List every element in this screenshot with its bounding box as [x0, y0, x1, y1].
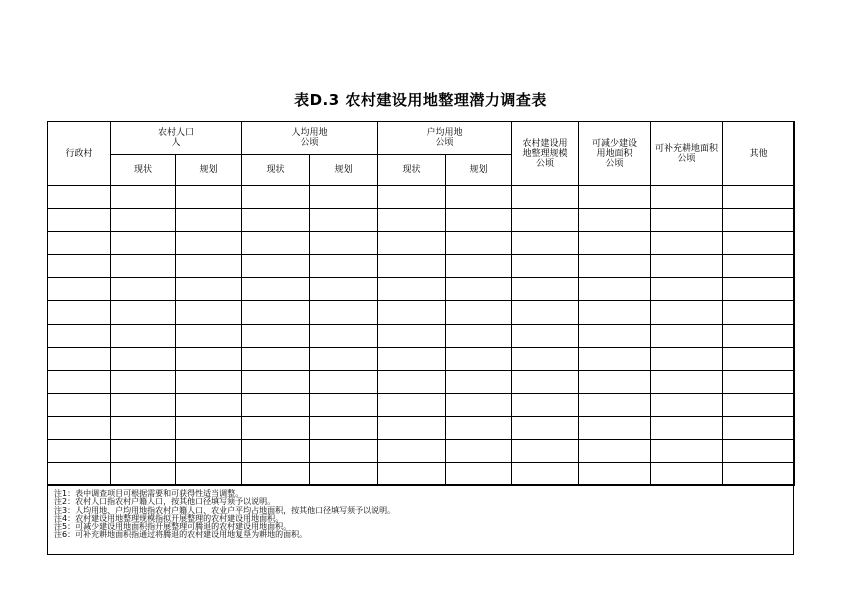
table-cell[interactable]	[242, 463, 310, 486]
table-cell[interactable]	[242, 301, 310, 324]
table-cell[interactable]	[579, 393, 651, 416]
table-cell[interactable]	[378, 209, 446, 232]
table-cell[interactable]	[48, 440, 111, 463]
table-cell[interactable]	[723, 278, 795, 301]
header-per-household-planned: 规划	[446, 155, 512, 186]
table-cell[interactable]	[579, 440, 651, 463]
table-cell[interactable]	[579, 278, 651, 301]
table-cell[interactable]	[111, 393, 176, 416]
table-cell[interactable]	[378, 463, 446, 486]
header-other: 其他	[723, 122, 795, 186]
table-cell[interactable]	[310, 416, 378, 439]
table-cell[interactable]	[176, 416, 242, 439]
table-cell[interactable]	[446, 393, 512, 416]
table-cell[interactable]	[310, 440, 378, 463]
table-cell[interactable]	[579, 463, 651, 486]
table-cell[interactable]	[651, 209, 723, 232]
table-cell[interactable]	[310, 186, 378, 209]
table-cell[interactable]	[723, 255, 795, 278]
table-cell[interactable]	[378, 440, 446, 463]
table-cell[interactable]	[242, 416, 310, 439]
table-cell[interactable]	[111, 278, 176, 301]
header-reducible-area: 可减少建设 用地面积 公顷	[579, 122, 651, 186]
table-cell[interactable]	[446, 255, 512, 278]
table-cell[interactable]	[651, 324, 723, 347]
header-supplementary-area: 可补充耕地面积 公顷	[651, 122, 723, 186]
table-cell[interactable]	[111, 255, 176, 278]
table-cell[interactable]	[176, 440, 242, 463]
table-cell[interactable]	[723, 209, 795, 232]
table-cell[interactable]	[446, 301, 512, 324]
table-cell[interactable]	[446, 324, 512, 347]
table-cell[interactable]	[446, 278, 512, 301]
table-cell[interactable]	[111, 463, 176, 486]
table-cell[interactable]	[723, 324, 795, 347]
table-cell[interactable]	[512, 209, 579, 232]
table-row	[48, 232, 795, 255]
table-cell[interactable]	[378, 301, 446, 324]
table-cell[interactable]	[111, 301, 176, 324]
table-cell[interactable]	[579, 324, 651, 347]
table-cell[interactable]	[446, 463, 512, 486]
table-cell[interactable]	[242, 440, 310, 463]
table-cell[interactable]	[446, 347, 512, 370]
table-row	[48, 278, 795, 301]
table-cell[interactable]	[111, 347, 176, 370]
table-row	[48, 186, 795, 209]
table-cell[interactable]	[111, 416, 176, 439]
table-cell[interactable]	[579, 416, 651, 439]
table-cell[interactable]	[651, 347, 723, 370]
note-4: 注4：农村建设用地整理规模指拟开展整理的农村建设用地面积。	[54, 513, 284, 523]
header-per-capita-planned: 规划	[310, 155, 378, 186]
table-row	[48, 347, 795, 370]
table-cell[interactable]	[723, 463, 795, 486]
table-cell[interactable]	[579, 255, 651, 278]
table-cell[interactable]	[242, 232, 310, 255]
table-cell[interactable]	[176, 370, 242, 393]
table-cell[interactable]	[446, 186, 512, 209]
survey-table	[47, 121, 795, 486]
table-cell[interactable]	[651, 278, 723, 301]
table-cell[interactable]	[378, 255, 446, 278]
table-cell[interactable]	[242, 347, 310, 370]
header-per-household: 户均用地 公顷	[378, 122, 512, 155]
table-cell[interactable]	[176, 393, 242, 416]
table-cell[interactable]	[48, 186, 111, 209]
table-cell[interactable]	[651, 186, 723, 209]
table-cell[interactable]	[579, 209, 651, 232]
table-cell[interactable]	[512, 347, 579, 370]
table-cell[interactable]	[512, 393, 579, 416]
table-cell[interactable]	[446, 370, 512, 393]
header-population-planned: 规划	[176, 155, 242, 186]
table-cell[interactable]	[512, 324, 579, 347]
table-cell[interactable]	[310, 347, 378, 370]
table-cell[interactable]	[723, 347, 795, 370]
header-population-current: 现状	[111, 155, 176, 186]
table-cell[interactable]	[176, 278, 242, 301]
table-cell[interactable]	[579, 232, 651, 255]
notes	[47, 484, 794, 555]
table-cell[interactable]	[651, 370, 723, 393]
table-cell[interactable]	[512, 463, 579, 486]
table-cell[interactable]	[512, 278, 579, 301]
table-cell[interactable]	[310, 209, 378, 232]
table-cell[interactable]	[48, 370, 111, 393]
table-row	[48, 301, 795, 324]
table-title: 表D.3 农村建设用地整理潜力调查表	[294, 91, 547, 109]
table-cell[interactable]	[651, 393, 723, 416]
header-per-household-current: 现状	[378, 155, 446, 186]
note-3: 注3：人均用地、户均用地指农村户籍人口、农业户平均占地面积，按其他口径填写须予以说明。	[54, 505, 396, 515]
header-village: 行政村	[48, 122, 111, 186]
table-cell[interactable]	[723, 440, 795, 463]
table-cell[interactable]	[651, 416, 723, 439]
table-cell[interactable]	[176, 186, 242, 209]
table-cell[interactable]	[176, 463, 242, 486]
table-cell[interactable]	[310, 255, 378, 278]
table-cell[interactable]	[446, 416, 512, 439]
table-cell[interactable]	[579, 301, 651, 324]
table-cell[interactable]	[579, 347, 651, 370]
table-cell[interactable]	[48, 416, 111, 439]
table-cell[interactable]	[723, 232, 795, 255]
table-cell[interactable]	[310, 278, 378, 301]
table-cell[interactable]	[310, 370, 378, 393]
table-cell[interactable]	[242, 255, 310, 278]
table-cell[interactable]	[111, 186, 176, 209]
header-per-capita: 人均用地 公顷	[242, 122, 378, 155]
table-cell[interactable]	[310, 393, 378, 416]
table-cell[interactable]	[651, 301, 723, 324]
table-cell[interactable]	[111, 209, 176, 232]
table-cell[interactable]	[512, 186, 579, 209]
table-cell[interactable]	[651, 255, 723, 278]
table-cell[interactable]	[512, 255, 579, 278]
table-cell[interactable]	[176, 324, 242, 347]
table-cell[interactable]	[111, 370, 176, 393]
header-per-capita-current: 现状	[242, 155, 310, 186]
table-cell[interactable]	[378, 347, 446, 370]
table-cell[interactable]	[651, 232, 723, 255]
table-cell[interactable]	[48, 324, 111, 347]
table-cell[interactable]	[446, 209, 512, 232]
table-row	[48, 440, 795, 463]
table-cell[interactable]	[310, 232, 378, 255]
table-cell[interactable]	[310, 301, 378, 324]
table-cell[interactable]	[242, 278, 310, 301]
table-cell[interactable]	[242, 324, 310, 347]
table-cell[interactable]	[111, 324, 176, 347]
table-cell[interactable]	[579, 186, 651, 209]
table-cell[interactable]	[176, 209, 242, 232]
table-cell[interactable]	[512, 440, 579, 463]
note-2: 注2：农村人口指农村户籍人口，按其他口径填写须予以说明。	[54, 497, 276, 507]
table-cell[interactable]	[48, 278, 111, 301]
table-cell[interactable]	[310, 463, 378, 486]
table-cell[interactable]	[48, 301, 111, 324]
table-cell[interactable]	[378, 393, 446, 416]
note-5: 注5：可减少建设用地面积指开展整理可腾退的农村建设用地面积。	[54, 522, 292, 532]
note-1: 注1：表中调查项目可根据需要和可获得性适当调整。	[54, 489, 244, 498]
table-row	[48, 324, 795, 347]
table-cell[interactable]	[723, 186, 795, 209]
table-cell[interactable]	[723, 393, 795, 416]
table-row	[48, 255, 795, 278]
table-cell[interactable]	[242, 393, 310, 416]
table-cell[interactable]	[242, 209, 310, 232]
table-cell[interactable]	[48, 393, 111, 416]
header-population: 农村人口 人	[111, 122, 242, 155]
table-cell[interactable]	[378, 416, 446, 439]
table-cell[interactable]	[579, 370, 651, 393]
table-row	[48, 209, 795, 232]
table-row	[48, 416, 795, 439]
table-cell[interactable]	[378, 232, 446, 255]
table-cell[interactable]	[310, 324, 378, 347]
table-row	[48, 370, 795, 393]
table-cell[interactable]	[111, 232, 176, 255]
table-cell[interactable]	[48, 232, 111, 255]
table-cell[interactable]	[176, 255, 242, 278]
table-cell[interactable]	[512, 301, 579, 324]
table-cell[interactable]	[512, 370, 579, 393]
table-cell[interactable]	[48, 255, 111, 278]
table-body	[48, 186, 795, 486]
table-cell[interactable]	[446, 232, 512, 255]
table-cell[interactable]	[176, 232, 242, 255]
table-cell[interactable]	[48, 347, 111, 370]
table-cell[interactable]	[48, 209, 111, 232]
table-cell[interactable]	[651, 440, 723, 463]
table-cell[interactable]	[723, 416, 795, 439]
table-row	[48, 393, 795, 416]
table-cell[interactable]	[446, 440, 512, 463]
table-cell[interactable]	[176, 301, 242, 324]
table-cell[interactable]	[242, 370, 310, 393]
table-cell[interactable]	[512, 416, 579, 439]
table-row	[48, 463, 795, 486]
table-cell[interactable]	[723, 301, 795, 324]
table-cell[interactable]	[651, 463, 723, 486]
table-cell[interactable]	[512, 232, 579, 255]
table-cell[interactable]	[111, 440, 176, 463]
table-cell[interactable]	[723, 370, 795, 393]
table-cell[interactable]	[176, 347, 242, 370]
table-cell[interactable]	[378, 370, 446, 393]
table-cell[interactable]	[378, 278, 446, 301]
table-cell[interactable]	[48, 463, 111, 486]
note-6: 注6：可补充耕地面积指通过将腾退的农村建设用地复垦为耕地的面积。	[54, 530, 308, 540]
header-rural-scale: 农村建设用 地整理规模 公顷	[512, 122, 579, 186]
table-cell[interactable]	[242, 186, 310, 209]
table-cell[interactable]	[378, 324, 446, 347]
table-cell[interactable]	[378, 186, 446, 209]
